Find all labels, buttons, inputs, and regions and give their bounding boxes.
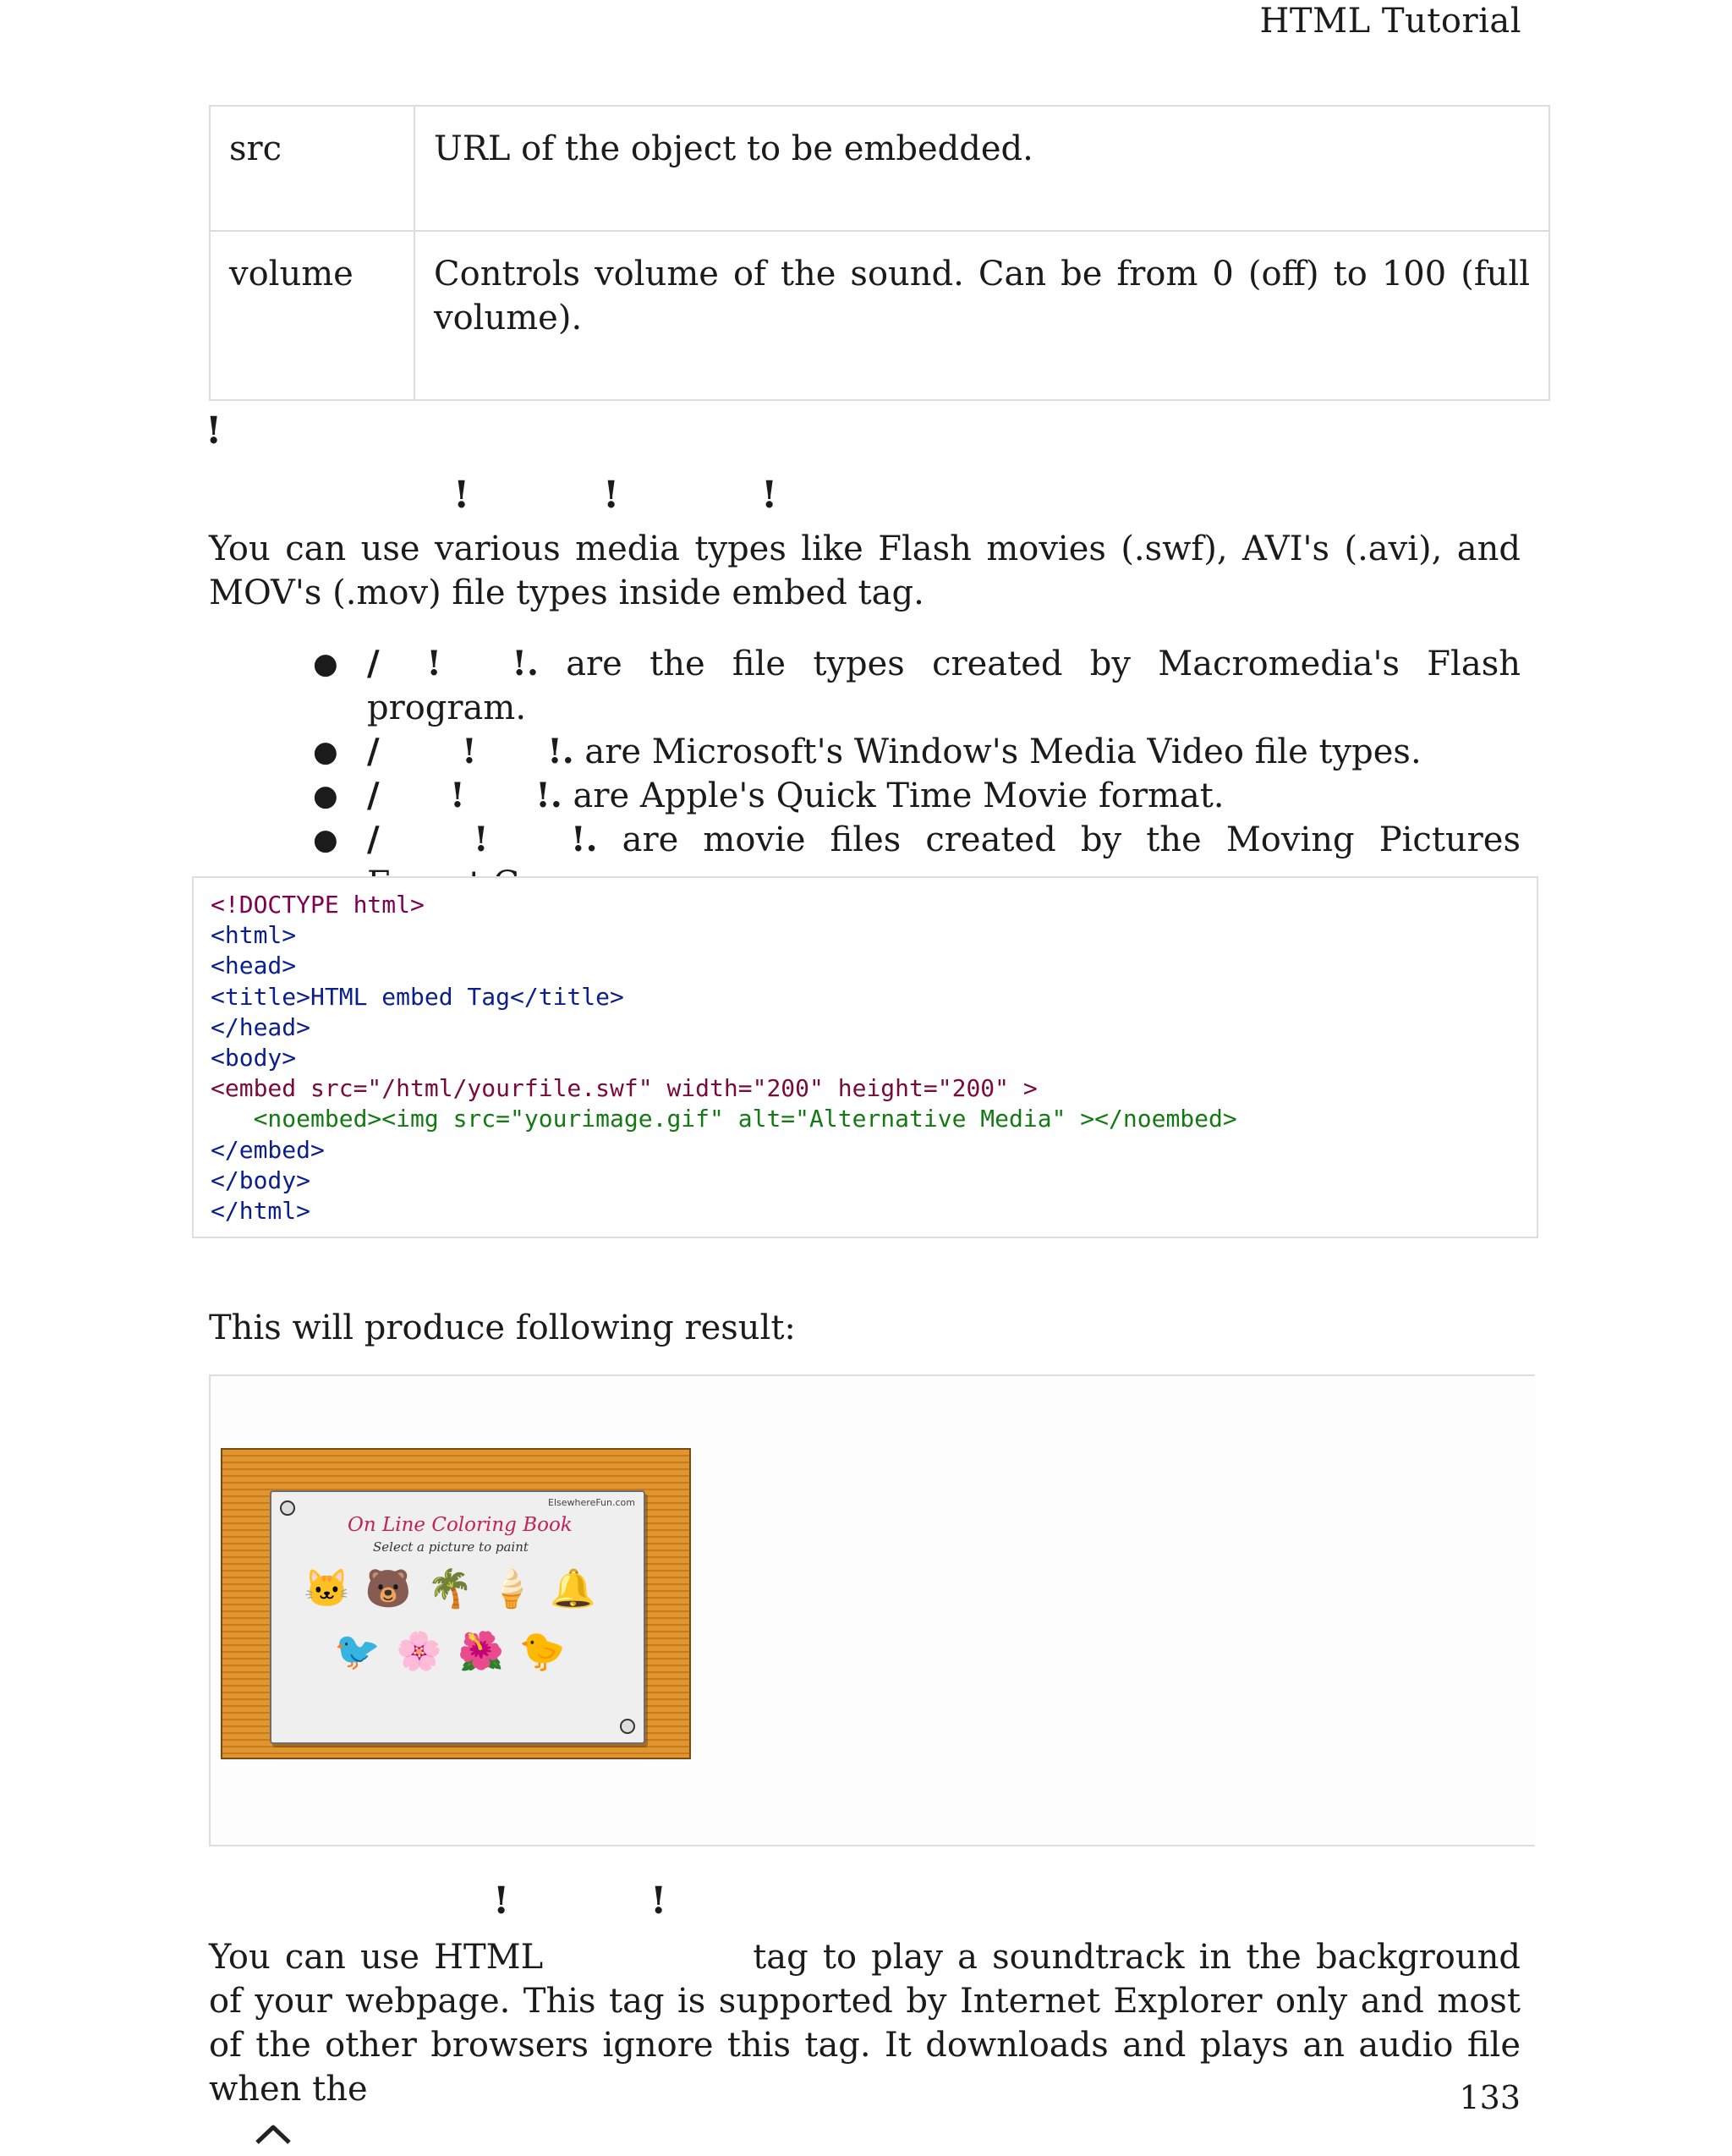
heading-glyph-marker: ! xyxy=(650,1879,667,1923)
code-line xyxy=(211,1012,1537,1043)
code-head-open: <head> xyxy=(211,952,297,980)
result-caption: This will produce following result: xyxy=(209,1308,796,1347)
bullet-glyphs: / ! !. xyxy=(367,776,562,815)
code-body-close: </body> xyxy=(211,1166,311,1194)
pin-icon xyxy=(620,1719,635,1734)
code-line xyxy=(211,920,1537,951)
code-line xyxy=(211,1166,1537,1196)
bullet-icon: ● xyxy=(313,779,338,813)
code-line xyxy=(211,1104,1537,1134)
heading-glyph-marker: ! xyxy=(603,474,620,517)
code-line xyxy=(211,1073,1537,1104)
bullet-glyphs: / ! !. xyxy=(367,732,574,771)
heading-glyph-marker: ! xyxy=(453,474,470,517)
bullet-text: are Microsoft's Window's Media Video file types. xyxy=(573,732,1422,771)
attributes-table xyxy=(209,105,1550,401)
list-item xyxy=(313,642,1521,730)
picture-icons-row: 🐱🐻🌴🍦🔔 xyxy=(304,1567,611,1610)
list-item xyxy=(313,730,1521,774)
list-item xyxy=(313,774,1521,818)
attribute-name-cell: src xyxy=(210,106,414,231)
code-head-close: </head> xyxy=(211,1012,311,1041)
coloring-book-title: On Line Coloring Book xyxy=(348,1514,573,1536)
code-line xyxy=(211,951,1537,981)
table-row xyxy=(210,231,1549,400)
code-line xyxy=(211,1043,1537,1073)
attribute-name-cell: volume xyxy=(210,231,414,400)
code-line xyxy=(211,982,1537,1012)
attribute-description-cell: URL of the object to be embedded. xyxy=(414,106,1549,231)
page-header-title: HTML Tutorial xyxy=(1259,2,1521,41)
code-noembed-line: <noembed><img src="yourimage.gif" alt="Alternative Media" ></noembed> xyxy=(211,1105,1237,1133)
bullet-icon: ● xyxy=(313,823,338,857)
bgsound-paragraph xyxy=(209,1935,1521,2111)
code-line xyxy=(211,890,1537,920)
code-embed-close: </embed> xyxy=(211,1135,325,1164)
bgsound-paragraph-rest: tag to play a soundtrack in the background of your webpage. This tag is supported by Internet Explorer only and most of the other browsers ignore this tag. It downloads and plays an audio file when the xyxy=(209,1938,1521,2109)
pin-icon xyxy=(280,1500,295,1516)
bullet-text: are movie files created by the Moving Pictures xyxy=(622,820,1521,859)
result-preview xyxy=(209,1374,1535,1846)
table-row xyxy=(210,106,1549,231)
code-html-close: </html> xyxy=(211,1197,311,1226)
coloring-book-subtitle: Select a picture to paint xyxy=(373,1539,529,1555)
code-body-open: <body> xyxy=(211,1044,297,1073)
coloring-book-card xyxy=(270,1490,645,1744)
code-line xyxy=(211,1196,1537,1226)
code-doctype: <!DOCTYPE html> xyxy=(211,891,425,919)
bullet-glyphs: / ! !. xyxy=(367,820,598,859)
attribute-description-cell: Controls volume of the sound. Can be from 0 (off) to 100 (full volume). xyxy=(414,231,1549,400)
heading-glyph-marker: ! xyxy=(761,474,778,517)
code-embed-open: <embed src="/html/yourfile.swf" width="200" height="200" > xyxy=(211,1074,1038,1103)
bgsound-paragraph-start: You can use HTML xyxy=(209,1938,544,1977)
brand-label: ElsewhereFun.com xyxy=(548,1497,635,1508)
code-example xyxy=(192,876,1538,1238)
file-type-list xyxy=(313,642,1521,906)
chevron-up-icon[interactable] xyxy=(254,2117,293,2156)
bullet-glyphs: / ! !. xyxy=(367,644,539,683)
glyph-marker: ! xyxy=(206,409,222,453)
flash-movie-preview[interactable] xyxy=(221,1448,691,1759)
page-number: 133 xyxy=(1459,2079,1521,2116)
bullet-icon: ● xyxy=(313,735,338,769)
code-line xyxy=(211,1135,1537,1166)
heading-glyph-marker: ! xyxy=(493,1879,510,1923)
bullet-icon: ● xyxy=(313,647,338,681)
code-title-line: <title>HTML embed Tag</title> xyxy=(211,982,624,1011)
bullet-text: are the file types created by Macromedia's Flash program. xyxy=(367,645,1521,727)
code-html-open: <html> xyxy=(211,921,297,950)
picture-icons-row: 🐦🌸🌺🐤 xyxy=(334,1630,581,1673)
bullet-text: are Apple's Quick Time Movie format. xyxy=(562,776,1225,815)
intro-paragraph: You can use various media types like Flash movies (.swf), AVI's (.avi), and MOV's (.mov) file types inside embed tag. xyxy=(209,529,1521,612)
